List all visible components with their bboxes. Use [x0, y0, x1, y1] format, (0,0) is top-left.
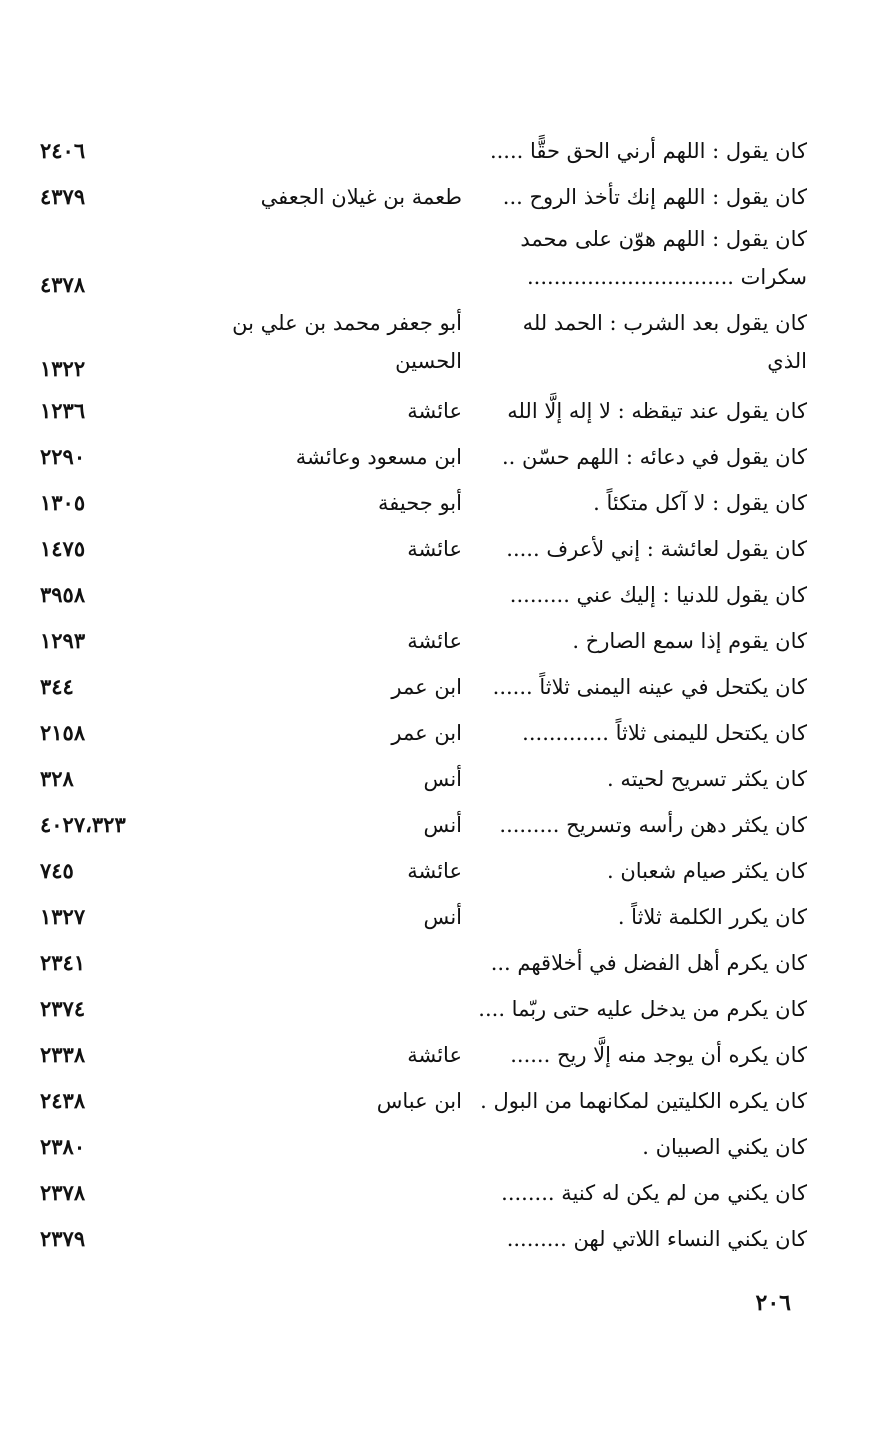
hadith-number: ٢٤٠٦ [40, 138, 86, 163]
hadith-text: كان يكني الصبيان . [642, 1135, 807, 1159]
hadith-text: كان يقول في دعائه : اللهم حسّن .. [501, 445, 807, 469]
index-row [40, 756, 807, 802]
narrator: طعمة بن غيلان الجعفي [260, 185, 462, 209]
narrator: أنس [423, 767, 462, 791]
index-row [40, 526, 807, 572]
narrator: أبو جعفر محمد بن علي بن الحسين [232, 311, 462, 373]
hadith-text: كان يقوم إذا سمع الصارخ . [572, 629, 807, 653]
hadith-text: كان يقول عند تيقظه : لا إله إلَّا الله [507, 399, 807, 423]
hadith-text: كان يكرم من يدخل عليه حتى ربّما .... [478, 997, 807, 1021]
index-row [40, 1078, 807, 1124]
hadith-text: كان يقول : لا آكل متكئاً . [593, 491, 807, 515]
hadith-text: كان يكثر تسريح لحيته . [606, 767, 807, 791]
hadith-number: ١٢٩٣ [40, 628, 86, 653]
index-row [40, 434, 807, 480]
hadith-number: ٧٤٥ [40, 858, 74, 883]
index-row [40, 480, 807, 526]
hadith-number: ٢٣٧٩ [40, 1226, 86, 1251]
narrator: عائشة [407, 1043, 462, 1067]
hadith-number: ١٤٧٥ [40, 536, 86, 561]
hadith-text: كان يكرم أهل الفضل في أخلاقهم ... [490, 951, 807, 975]
index-row [40, 1124, 807, 1170]
narrator: ابن مسعود وعائشة [295, 445, 462, 469]
hadith-text: كان يكتحل لليمنى ثلاثاً ............. [522, 721, 807, 745]
hadith-number: ٢٣٧٤ [40, 996, 86, 1021]
index-row [40, 986, 807, 1032]
hadith-number: ٤٠٢٧،٣٢٣ [40, 812, 126, 837]
hadith-number: ٢٤٣٨ [40, 1088, 86, 1113]
hadith-number: ١٣٠٥ [40, 490, 86, 515]
hadith-index-list [40, 128, 807, 1262]
hadith-number: ٣٢٨ [40, 766, 74, 791]
hadith-text: كان يكتحل في عينه اليمنى ثلاثاً ...... [492, 675, 807, 699]
index-row [40, 1170, 807, 1216]
hadith-number: ٢٣٧٨ [40, 1180, 86, 1205]
narrator: ابن عمر [391, 675, 462, 699]
hadith-number: ٣٩٥٨ [40, 582, 86, 607]
index-row [40, 710, 807, 756]
hadith-text: كان يكني النساء اللاتي لهن ......... [506, 1227, 807, 1251]
hadith-number: ١٢٣٦ [40, 398, 86, 423]
narrator: عائشة [407, 399, 462, 423]
narrator: عائشة [407, 859, 462, 883]
hadith-number: ٢١٥٨ [40, 720, 86, 745]
hadith-text: كان يقول : اللهم هوّن على محمد سكرات ............................... [520, 227, 807, 289]
hadith-number: ١٣٢٢ [40, 356, 86, 381]
hadith-number: ٢٣٣٨ [40, 1042, 86, 1067]
index-row [40, 220, 807, 304]
hadith-number: ٢٣٨٠ [40, 1134, 86, 1159]
hadith-text: كان يقول لعائشة : إني لأعرف ..... [506, 537, 807, 561]
index-row [40, 848, 807, 894]
hadith-text: كان يكثر صيام شعبان . [606, 859, 807, 883]
hadith-text: كان يكرر الكلمة ثلاثاً . [617, 905, 807, 929]
narrator: عائشة [407, 629, 462, 653]
narrator: أبو جحيفة [378, 491, 462, 515]
hadith-text: كان يقول بعد الشرب : الحمد لله الذي [522, 311, 807, 373]
index-row [40, 664, 807, 710]
hadith-text: كان يقول للدنيا : إليك عني ......... [509, 583, 807, 607]
index-row [40, 802, 807, 848]
index-row [40, 940, 807, 986]
hadith-text: كان يقول : اللهم إنك تأخذ الروح ... [502, 185, 807, 209]
index-row [40, 388, 807, 434]
index-row [40, 618, 807, 664]
narrator: ابن عمر [391, 721, 462, 745]
hadith-text: كان يكثر دهن رأسه وتسريح ......... [499, 813, 807, 837]
page-number: ٢٠٦ [755, 1290, 791, 1316]
hadith-number: ٤٣٧٩ [40, 184, 86, 209]
index-row [40, 174, 807, 220]
index-row [40, 1216, 807, 1262]
hadith-number: ١٣٢٧ [40, 904, 86, 929]
hadith-text: كان يقول : اللهم أرني الحق حقًّا ..... [489, 139, 807, 163]
hadith-number: ٣٤٤ [40, 674, 74, 699]
index-row [40, 304, 807, 388]
hadith-number: ٢٢٩٠ [40, 444, 86, 469]
hadith-text: كان يكره أن يوجد منه إلَّا ريح ...... [510, 1043, 807, 1067]
index-row [40, 894, 807, 940]
hadith-text: كان يكني من لم يكن له كنية ........ [501, 1181, 807, 1205]
index-row [40, 128, 807, 174]
hadith-text: كان يكره الكليتين لمكانهما من البول . [480, 1089, 807, 1113]
narrator: أنس [423, 905, 462, 929]
index-row [40, 1032, 807, 1078]
hadith-number: ٢٣٤١ [40, 950, 86, 975]
hadith-number: ٤٣٧٨ [40, 272, 86, 297]
narrator: أنس [423, 813, 462, 837]
narrator: عائشة [407, 537, 462, 561]
index-row [40, 572, 807, 618]
narrator: ابن عباس [376, 1089, 462, 1113]
